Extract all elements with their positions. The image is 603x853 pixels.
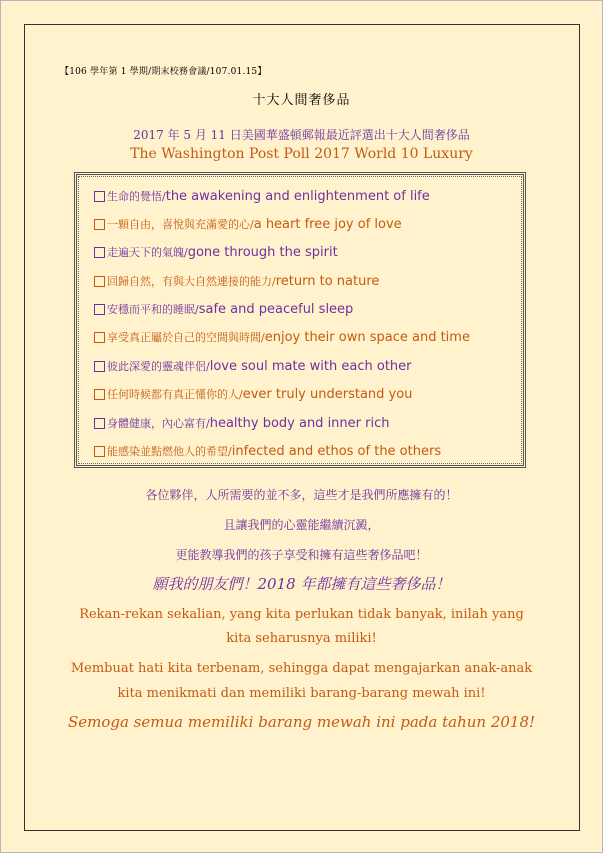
page-title: 十大人間奢侈品 — [252, 93, 351, 108]
item-english: ever truly understand you — [242, 386, 413, 402]
closing-line-3: 更能教導我們的孩子享受和擁有這些奢侈品吧！ — [175, 548, 428, 562]
indonesian-paragraph-2-line-1: Membuat hati kita terbenam, sehingga dapat mengajarkan anak-anak — [70, 661, 533, 676]
item-chinese: 生命的覺悟/ — [107, 190, 166, 203]
item-english: love soul mate with each other — [209, 358, 412, 374]
list-item — [94, 272, 379, 290]
item-chinese: 享受真正屬於自己的空間與時間/ — [107, 331, 265, 344]
checkbox-icon[interactable] — [94, 191, 105, 202]
list-item — [94, 215, 402, 233]
list-item — [94, 414, 389, 432]
item-chinese: 彼此深愛的靈魂伴侶/ — [107, 360, 210, 373]
item-chinese: 走遍天下的氣魄/ — [107, 246, 188, 259]
indonesian-paragraph-1-line-1: Rekan-rekan sekalian, yang kita perlukan tidak banyak, inilah yang — [79, 607, 524, 622]
checkbox-icon[interactable] — [94, 418, 105, 429]
meeting-header: 【106 學年第 1 學期/期末校務會議/107.01.15】 — [60, 67, 267, 77]
item-chinese: 安穩而平和的睡眠/ — [107, 303, 199, 316]
closing-line-1: 各位夥伴，人所需要的並不多，這些才是我們所應擁有的！ — [145, 488, 458, 502]
item-chinese: 任何時候都有真正懂你的人/ — [107, 388, 243, 401]
closing-wish-indonesian: Semoga semua memiliki barang mewah ini pada tahun 2018! — [67, 713, 536, 731]
checkbox-icon[interactable] — [94, 276, 105, 287]
item-english: a heart free joy of love — [253, 216, 402, 232]
checkbox-icon[interactable] — [94, 361, 105, 372]
checkbox-icon[interactable] — [94, 219, 105, 230]
indonesian-paragraph-1-line-2: kita seharusnya miliki! — [226, 631, 377, 646]
list-item — [94, 357, 412, 375]
item-english: the awakening and enlightenment of life — [165, 188, 430, 204]
item-english: enjoy their own space and time — [264, 329, 470, 345]
item-chinese: 一顆自由，喜悅與充滿愛的心/ — [107, 218, 254, 231]
indonesian-paragraph-2-line-2: kita menikmati dan memiliki barang-barang mewah ini! — [117, 686, 486, 701]
list-item — [94, 300, 353, 318]
subtitle-english: The Washington Post Poll 2017 World 10 Luxury — [130, 146, 473, 162]
list-item — [94, 328, 470, 346]
subtitle-chinese: 2017 年 5 月 11 日美國華盛頓郵報最近評選出十大人間奢侈品 — [133, 128, 470, 142]
item-chinese: 身體健康，內心富有/ — [107, 417, 210, 430]
item-english: gone through the spirit — [187, 244, 338, 260]
checkbox-icon[interactable] — [94, 304, 105, 315]
closing-wish-chinese: 願我的朋友們！2018 年都擁有這些奢侈品！ — [152, 575, 451, 593]
checkbox-icon[interactable] — [94, 446, 105, 457]
closing-line-2: 且讓我們的心靈能繼續沉澱， — [223, 518, 380, 532]
list-item — [94, 442, 441, 460]
checkbox-icon[interactable] — [94, 389, 105, 400]
list-item — [94, 243, 338, 261]
item-chinese: 回歸自然，有與大自然連接的能力/ — [107, 275, 276, 288]
item-english: infected and ethos of the others — [231, 443, 442, 459]
list-item — [94, 187, 430, 205]
checkbox-icon[interactable] — [94, 247, 105, 258]
item-english: healthy body and inner rich — [209, 415, 390, 431]
item-english: safe and peaceful sleep — [198, 301, 354, 317]
item-english: return to nature — [275, 273, 380, 289]
checkbox-icon[interactable] — [94, 332, 105, 343]
luxury-list-box — [74, 172, 526, 468]
item-chinese: 能感染並點燃他人的希望/ — [107, 445, 232, 458]
list-item — [94, 385, 412, 403]
